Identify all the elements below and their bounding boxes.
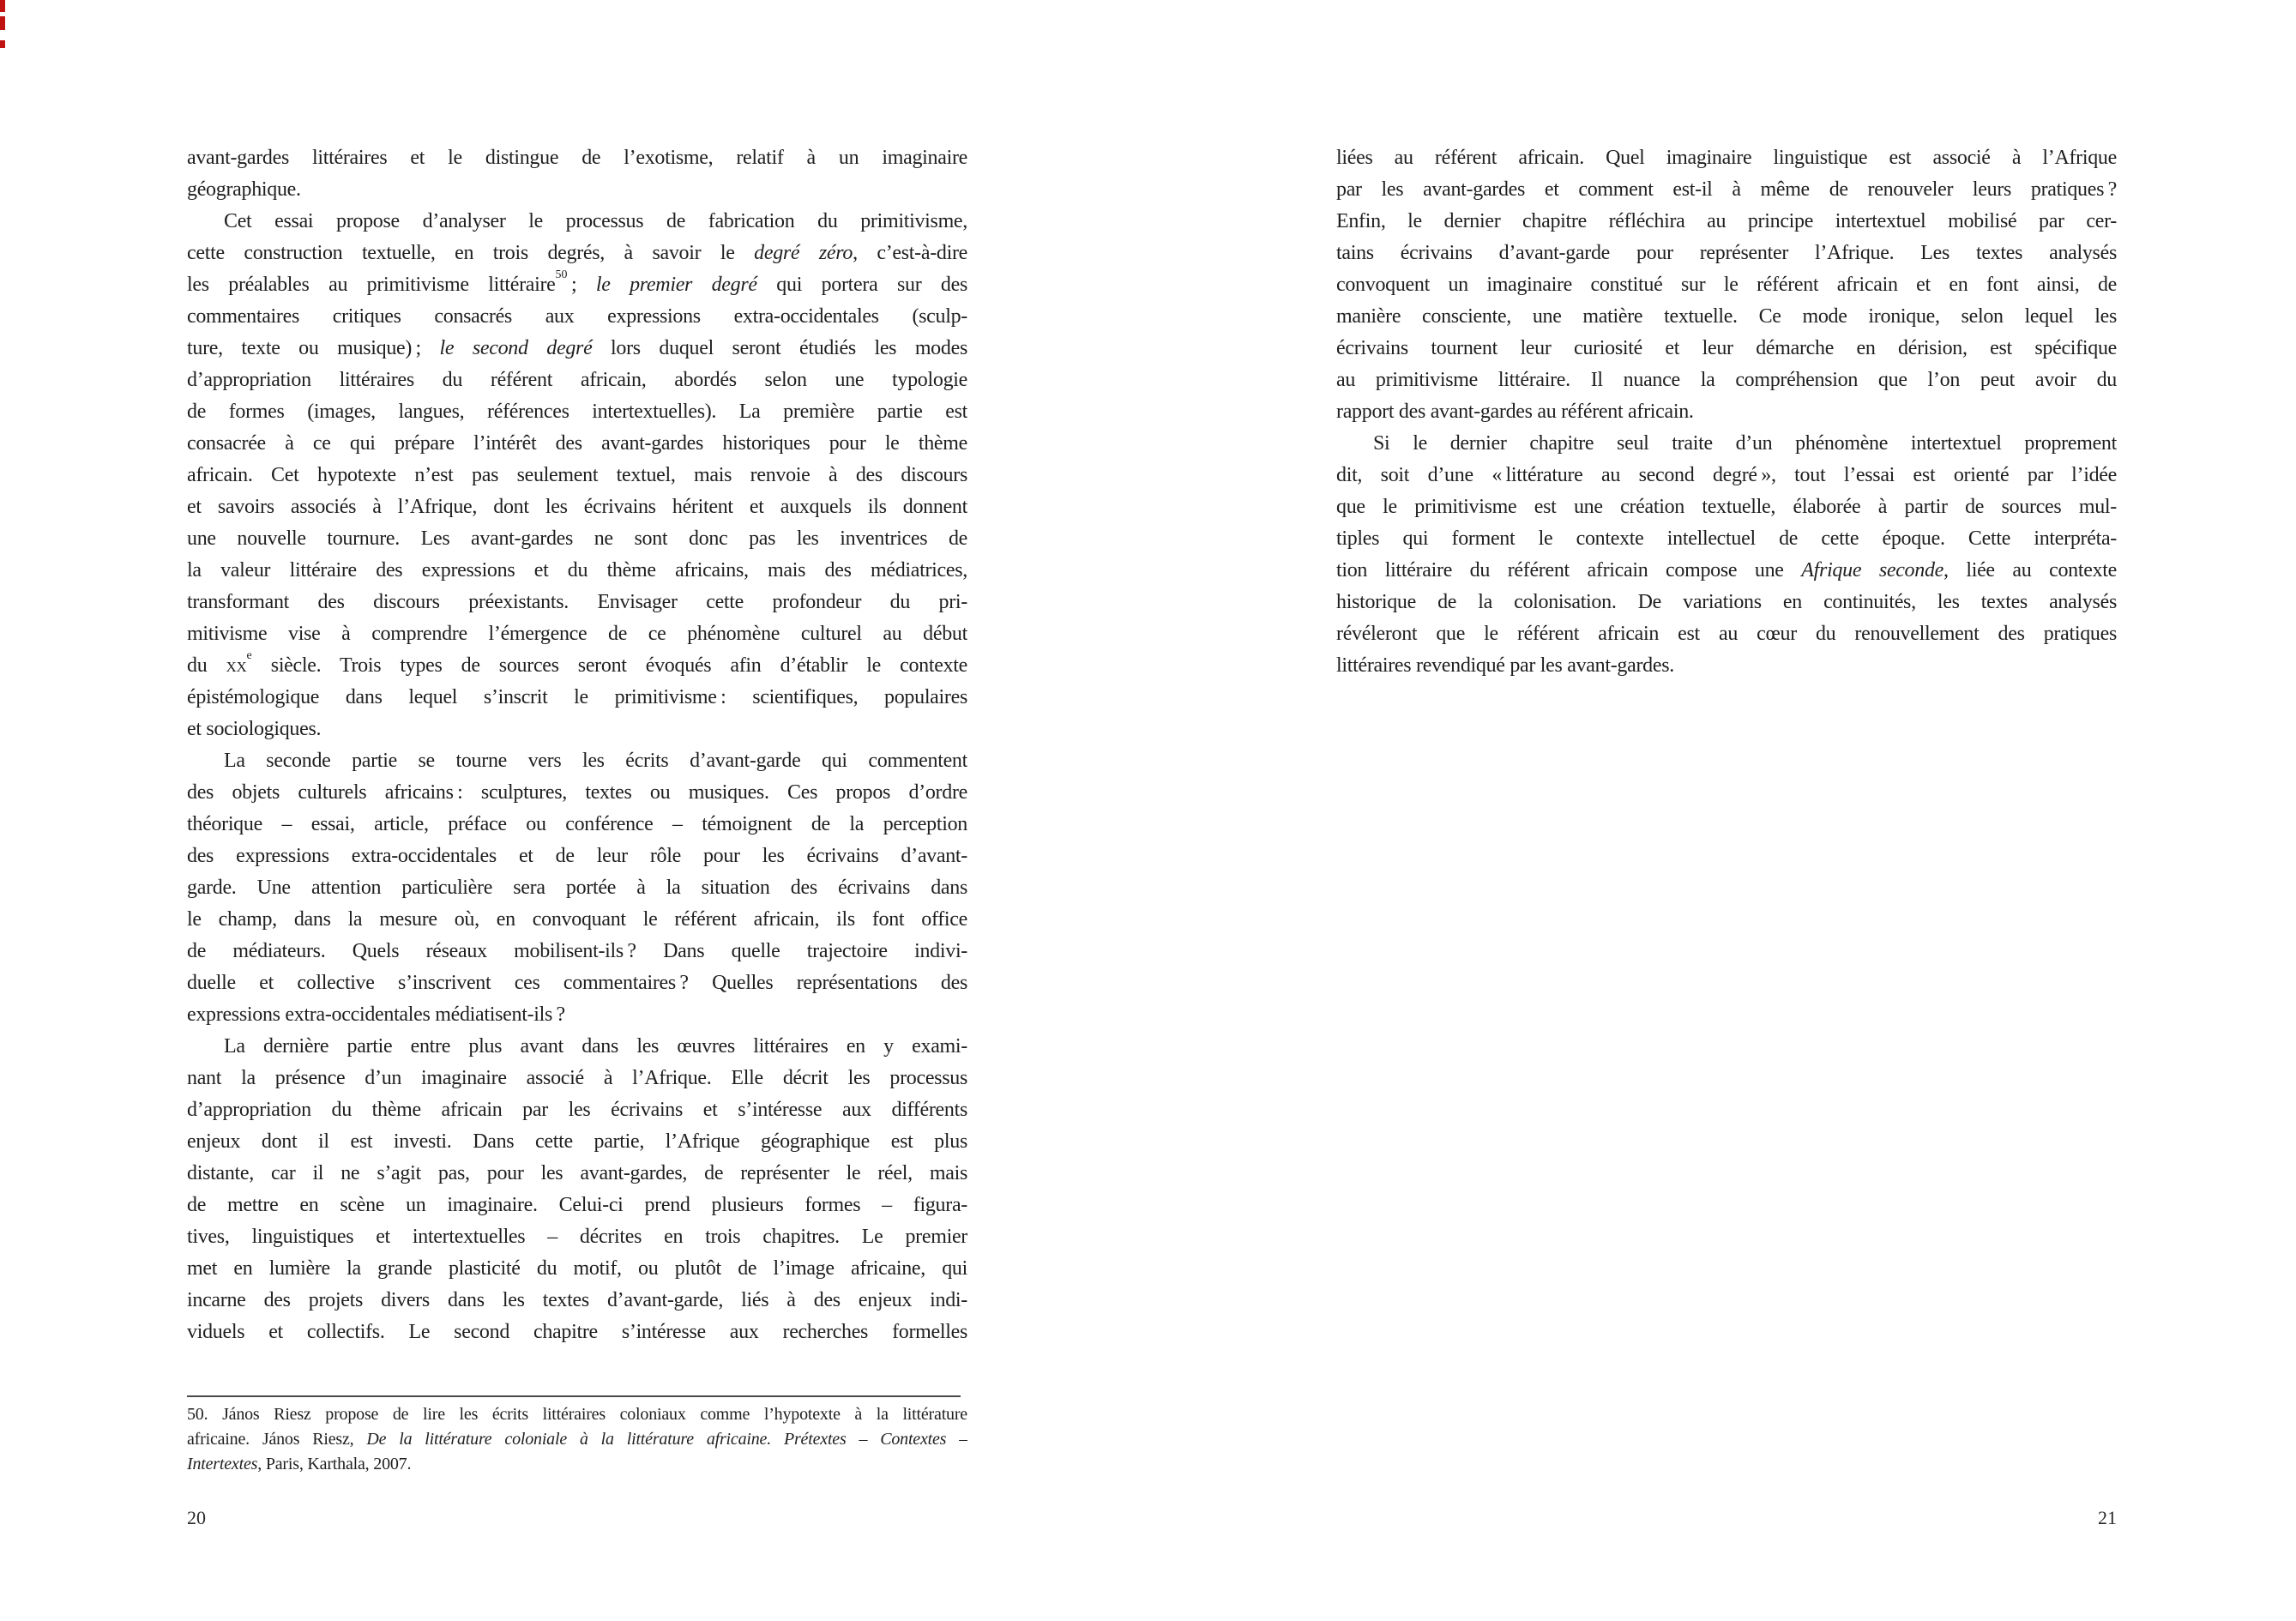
text-line: consacrée à ce qui prépare l’intérêt des avant-gardes historiques pour le thème [187,432,967,455]
right-text-column [1336,142,2117,682]
text-line: avant-gardes littéraires et le distingue de l’exotisme, relatif à un imaginaire [187,147,967,169]
paragraph [1336,142,2117,428]
text-line: Intertextes, Paris, Karthala, 2007. [187,1455,412,1473]
text-line: garde. Une attention particulière sera portée à la situation des écrivains dans [187,877,967,899]
text-line: du $xx^e$ siècle. Trois types de sources seront évoqués afin d’établir le contexte [187,650,967,677]
text-line: que le primitivisme est une création textuelle, élaborée à partir de sources mul- [1336,496,2117,518]
text-line: et sociologiques. [187,718,322,740]
text-line: de formes (images, langues, références intertextuelles). La première partie est [187,401,967,423]
text-line: d’appropriation du thème africain par les écrivains et s’intéresse aux différents [187,1099,967,1121]
text-line: incarne des projets divers dans les textes d’avant-garde, liés à des enjeux indi- [187,1289,967,1311]
left-text-column [187,142,967,1348]
text-line: transformant des discours préexistants. Envisager cette profondeur du pri- [187,591,967,613]
text-line: par les avant-gardes et comment est-il à même de renouveler leurs pratiques ? [1336,178,2117,201]
text-line: met en lumière la grande plasticité du motif, ou plutôt de l’image africaine, qui [187,1257,967,1280]
text-line: expressions extra-occidentales médiatisent-ils ? [187,1003,565,1026]
text-line: géographique. [187,178,301,201]
page-number-left: 20 [187,1507,206,1528]
text-line: rapport des avant-gardes au référent africain. [1336,401,1694,423]
scan-edge-mark [0,0,5,12]
text-line: des objets culturels africains : sculptures, textes ou musiques. Ces propos d’ordre [187,781,967,804]
text-line: tion littéraire du référent africain compose une Afrique seconde, liée au contexte [1336,559,2117,582]
footnote-rule [187,1395,961,1397]
text-line: africain. Cet hypotexte n’est pas seulement textuel, mais renvoie à des discours [187,464,967,486]
paragraph [1336,428,2117,682]
text-line: tains écrivains d’avant-garde pour représenter l’Afrique. Les textes analysés [1336,242,2117,264]
text-line: tiples qui forment le contexte intellectuel de cette époque. Cette interpréta- [1336,527,2117,550]
text-line: théorique – essai, article, préface ou conférence – témoignent de la perception [187,813,967,835]
paragraph [187,1402,967,1477]
text-line: de mettre en scène un imaginaire. Celui-ci prend plusieurs formes – figura- [187,1194,967,1216]
text-line: une nouvelle tournure. Les avant-gardes ne sont donc pas les inventrices de [187,527,967,550]
text-line: 50. János Riesz propose de lire les écrits littéraires coloniaux comme l’hypotexte à la littérature [187,1405,967,1424]
paragraph [187,745,967,1031]
text-line: des expressions extra-occidentales et de leur rôle pour les écrivains d’avant- [187,845,967,867]
text-line: épistémologique dans lequel s’inscrit le primitivisme : scientifiques, populaires [187,686,967,708]
text-line: Enfin, le dernier chapitre réfléchira au principe intertextuel mobilisé par cer- [1336,210,2117,232]
text-line: tives, linguistiques et intertextuelles – décrites en trois chapitres. Le premier [187,1226,967,1248]
text-line: au primitivisme littéraire. Il nuance la compréhension que l’on peut avoir du [1336,369,2117,391]
text-line: La dernière partie entre plus avant dans les œuvres littéraires en y exami- [224,1035,967,1058]
text-line: commentaires critiques consacrés aux expressions extra-occidentales (sculp- [187,305,967,328]
text-line: littéraires revendiqué par les avant-gardes. [1336,654,1674,677]
text-line: viduels et collectifs. Le second chapitre s’intéresse aux recherches formelles [187,1321,967,1343]
text-line: dit, soit d’une « littérature au second degré », tout l’essai est orienté par l’idée [1336,464,2117,486]
paragraph [187,206,967,745]
page-number-right: 21 [2098,1507,2117,1528]
text-line: de médiateurs. Quels réseaux mobilisent-ils ? Dans quelle trajectoire indivi- [187,940,967,962]
text-line: duelle et collective s’inscrivent ces commentaires ? Quelles représentations des [187,972,967,994]
text-line: mitivisme vise à comprendre l’émergence de ce phénomène culturel au début [187,623,967,645]
text-line: le champ, dans la mesure où, en convoquant le référent africain, ils font office [187,908,967,931]
text-line: les préalables au primitivisme littéraire$^{50}$ ; le premier degré qui portera sur des [187,269,967,296]
text-line: Cet essai propose d’analyser le processus de fabrication du primitivisme, [224,210,967,232]
scan-edge-mark [0,40,5,48]
text-line: La seconde partie se tourne vers les écrits d’avant-garde qui commentent [224,750,967,772]
text-line: manière consciente, une matière textuelle. Ce mode ironique, selon lequel les [1336,305,2117,328]
text-line: d’appropriation littéraires du référent africain, abordés selon une typologie [187,369,967,391]
text-line: nant la présence d’un imaginaire associé à l’Afrique. Elle décrit les processus [187,1067,967,1089]
paragraph [187,1031,967,1348]
text-line: distante, car il ne s’agit pas, pour les avant-gardes, de représenter le réel, mais [187,1162,967,1184]
text-line: et savoirs associés à l’Afrique, dont les écrivains héritent et auxquels ils donnent [187,496,967,518]
text-line: cette construction textuelle, en trois degrés, à savoir le degré zéro, c’est-à-dire [187,242,967,264]
text-line: africaine. János Riesz, De la littérature coloniale à la littérature africaine. Prétextes – Contextes – [187,1430,967,1449]
text-line: historique de la colonisation. De variations en continuités, les textes analysés [1336,591,2117,613]
text-line: enjeux dont il est investi. Dans cette partie, l’Afrique géographique est plus [187,1130,967,1153]
text-line: la valeur littéraire des expressions et du thème africains, mais des médiatrices, [187,559,967,582]
paragraph [187,142,967,206]
text-line: liées au référent africain. Quel imaginaire linguistique est associé à l’Afrique [1336,147,2117,169]
text-line: Si le dernier chapitre seul traite d’un phénomène intertextuel proprement [1373,432,2117,455]
text-line: ture, texte ou musique) ; le second degré lors duquel seront étudiés les modes [187,337,967,359]
footnote [187,1402,967,1477]
text-line: écrivains tournent leur curiosité et leur démarche en dérision, est spécifique [1336,337,2117,359]
text-line: révéleront que le référent africain est au cœur du renouvellement des pratiques [1336,623,2117,645]
scan-edge-mark [0,16,5,30]
text-line: convoquent un imaginaire constitué sur le référent africain et en font ainsi, de [1336,274,2117,296]
